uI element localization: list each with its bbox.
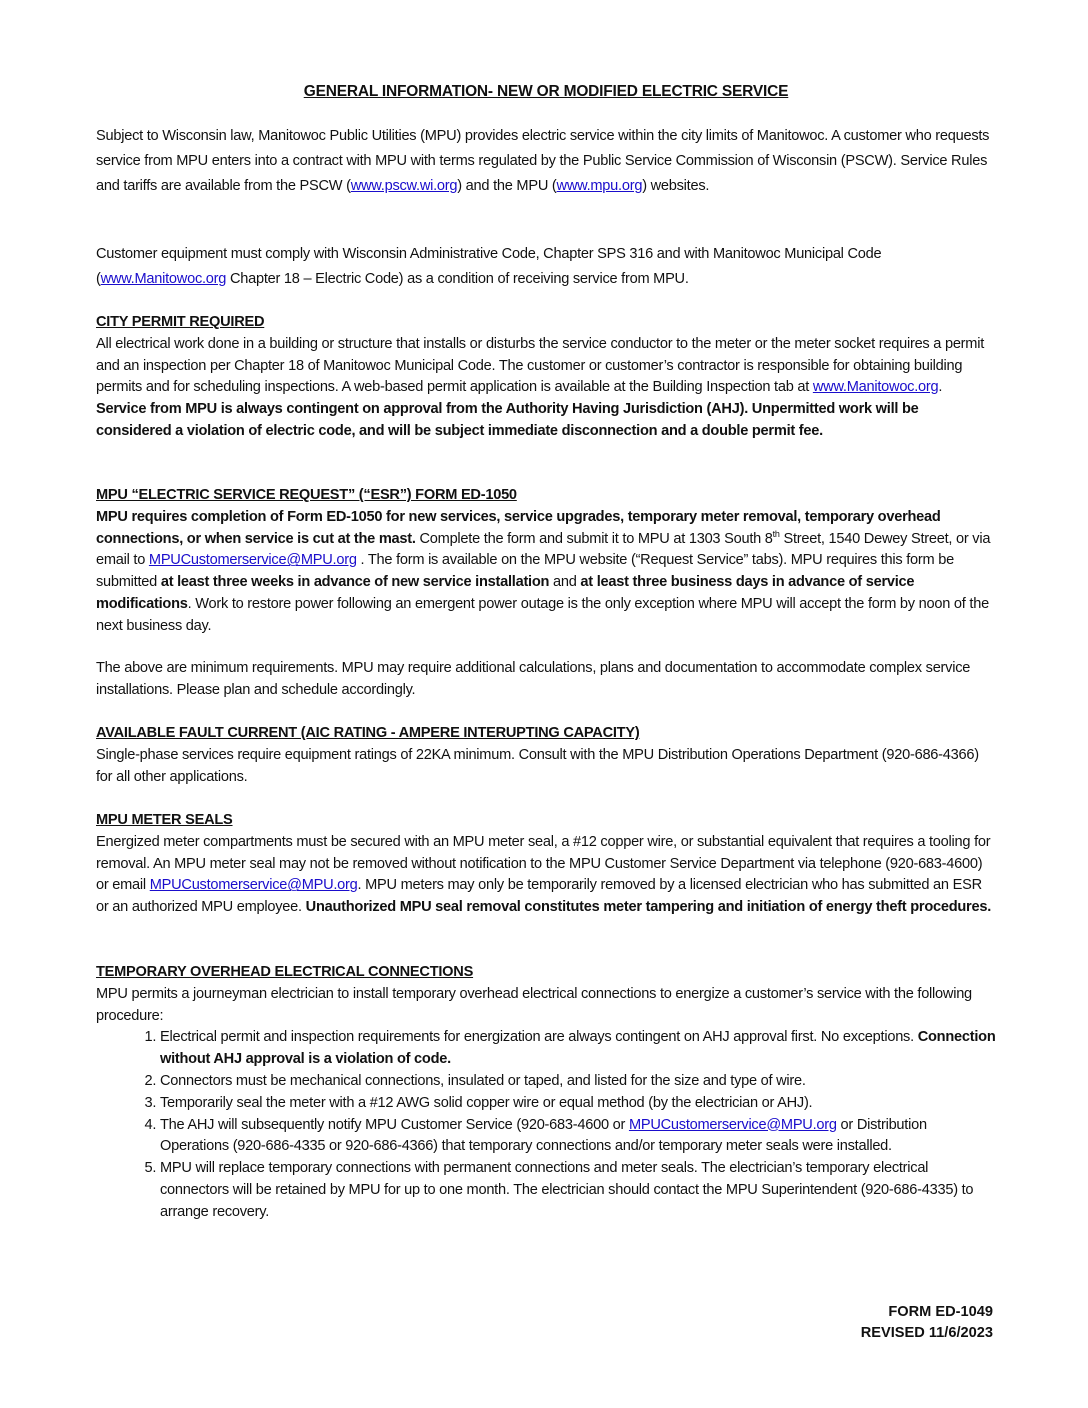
- esr-email-link[interactable]: MPUCustomerservice@MPU.org: [148, 552, 357, 569]
- city-permit-text: .: [938, 379, 943, 396]
- list-item: [160, 1093, 996, 1115]
- item-text: Electrical permit and inspection requirements for energization are always contingent on AHJ approval first. No exceptions.: [160, 1029, 918, 1046]
- item-text: Connectors must be mechanical connections, insulated or taped, and listed for the size and type of wire.: [160, 1072, 806, 1089]
- intro-text: Customer equipment must comply with Wisconsin Administrative Code, Chapter SPS 316 and with Manitowoc Municipal Code (: [96, 246, 882, 287]
- esr-text: . Work to restore power following an emergent power outage is the only exception where MPU will accept the form by noon of the next business day.: [96, 595, 989, 634]
- esr-text: Street, 1540 Dewey Street, or via email to: [96, 530, 991, 569]
- item-text: Temporarily seal the meter with a #12 AWG solid copper wire or equal method (by the electrician or AHJ).: [160, 1094, 813, 1111]
- manitowoc-link[interactable]: www.Manitowoc.org: [100, 271, 227, 287]
- city-permit-text: All electrical work done in a building or structure that installs or disturbs the service conductor to the meter or the meter socket requires a permit and an inspection per Chapter 18 of Manitowoc Municipal Code. The customer or customer’s contractor is responsible for obtaining building permits and for scheduling inspections. A web-based permit application is available at the Building Inspection tab at: [96, 335, 984, 396]
- form-number: FORM ED-1049: [888, 1304, 993, 1320]
- meter-seals-section: [96, 810, 996, 919]
- seals-email-link[interactable]: MPUCustomerservice@MPU.org: [149, 877, 358, 894]
- list-item: [160, 1027, 996, 1071]
- esr-heading: MPU “ELECTRIC SERVICE REQUEST” (“ESR”) FORM ED-1050: [96, 487, 517, 503]
- intro-text: ) websites.: [642, 178, 710, 194]
- esr-deadline-new: at least three weeks in advance of new service installation: [160, 574, 550, 591]
- city-permit-section: [96, 312, 996, 443]
- temporary-intro: MPU permits a journeyman electrician to install temporary overhead electrical connections to energize a customer’s service with the following procedure:: [96, 985, 972, 1024]
- pscw-link[interactable]: www.pscw.wi.org: [350, 178, 458, 194]
- meter-seals-text: Energized meter compartments must be secured with an MPU meter seal, a #12 copper wire, or substantial equivalent that requires a tooling for removal. An MPU meter seal may not be removed without notification to the MPU Customer Service Department via telephone (920-683-4600) or email: [96, 833, 991, 894]
- page-title: GENERAL INFORMATION- NEW OR MODIFIED ELECTRIC SERVICE: [303, 83, 789, 100]
- minimum-text: The above are minimum requirements. MPU may require additional calculations, plans and documentation to accommodate complex service installations. Please plan and schedule accordingly.: [96, 660, 971, 698]
- intro-text: ) and the MPU (: [457, 178, 557, 194]
- esr-text: and: [549, 574, 581, 591]
- esr-text: Complete the form and submit it to MPU at 1303 South 8: [415, 530, 773, 547]
- mpu-link[interactable]: www.mpu.org: [556, 178, 643, 194]
- temporary-heading: TEMPORARY OVERHEAD ELECTRICAL CONNECTIONS: [96, 964, 474, 980]
- item-bold: Connection without AHJ approval is a violation of code.: [160, 1029, 996, 1068]
- item-text: or Distribution Operations (920-686-4335 or 920-686-4366) that temporary connections and/or temporary meter seals were installed.: [160, 1116, 927, 1155]
- list-item: [160, 1071, 996, 1093]
- fault-current-text: Single-phase services require equipment ratings of 22KA minimum. Consult with the MPU Distribution Operations Department (920-686-4366) for all other applications.: [96, 746, 979, 785]
- esr-deadline-mod: at least three business days in advance of service modifications: [96, 574, 915, 612]
- esr-section: [96, 485, 996, 638]
- manitowoc-permit-link[interactable]: www.Manitowoc.org: [812, 379, 939, 396]
- meter-seals-heading: MPU METER SEALS: [96, 812, 233, 828]
- city-permit-warning: Service from MPU is always contingent on approval from the Authority Having Jurisdiction (AHJ). Unpermitted work will be considered a violation of electric code, and will be subject immediate disconnection and a double permit fee.: [96, 401, 919, 439]
- list-item: [160, 1158, 996, 1223]
- fault-current-heading: AVAILABLE FAULT CURRENT (AIC RATING - AMPERE INTERUPTING CAPACITY): [96, 725, 640, 741]
- temporary-connections-section: [96, 962, 996, 1224]
- intro-paragraph-2: [96, 242, 996, 292]
- meter-seals-text: . MPU meters may only be temporarily removed by a licensed electrician who has submitted an ESR or an authorized MPU employee.: [96, 877, 982, 916]
- meter-seals-warning: Unauthorized MPU seal removal constitutes meter tampering and initiation of energy theft procedures.: [305, 899, 992, 916]
- intro-text: Subject to Wisconsin law, Manitowoc Public Utilities (MPU) provides electric service within the city limits of Manitowoc. A customer who requests service from MPU enters into a contract with MPU with terms regulated by the Public Service Commission of Wisconsin (PSCW). Service Rules and tariffs are available from the PSCW (: [96, 128, 990, 194]
- ahj-email-link[interactable]: MPUCustomerservice@MPU.org: [628, 1116, 837, 1133]
- minimum-requirements-paragraph: [96, 658, 996, 702]
- fault-current-section: [96, 723, 996, 788]
- form-footer: [861, 1302, 993, 1344]
- revision-date: REVISED 11/6/2023: [860, 1325, 993, 1341]
- superscript: th: [772, 528, 780, 539]
- list-item: [160, 1115, 996, 1159]
- city-permit-heading: CITY PERMIT REQUIRED: [96, 314, 265, 330]
- item-text: MPU will replace temporary connections with permanent connections and meter seals. The electrician’s temporary electrical connectors will be retained by MPU for up to one month. The electrician should contact the MPU Superintendent (920-686-4335) to arrange recovery.: [160, 1160, 974, 1220]
- item-text: The AHJ will subsequently notify MPU Customer Service (920-683-4600 or: [160, 1116, 629, 1133]
- esr-text: . The form is available on the MPU website (“Request Service” tabs). MPU requires this form be submitted: [96, 552, 954, 591]
- intro-text: Chapter 18 – Electric Code) as a condition of receiving service from MPU.: [226, 271, 689, 287]
- procedure-list: [96, 1027, 996, 1223]
- intro-paragraph-1: [96, 124, 996, 199]
- esr-requirement: MPU requires completion of Form ED-1050 for new services, service upgrades, temporary meter removal, temporary overhead connections, or when service is cut at the mast.: [96, 508, 941, 547]
